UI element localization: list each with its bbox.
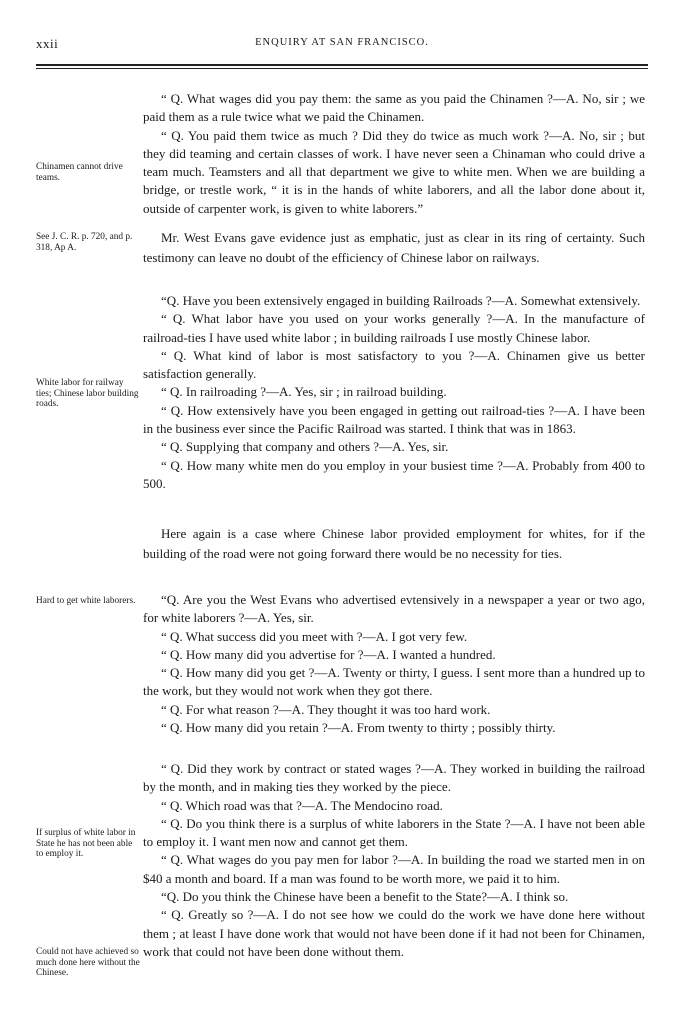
qa-paragraph: “ Q. Which road was that ?—A. The Mendocino road. [161, 797, 443, 813]
qa-paragraph: “ Q. What wages do you pay men for labor ?—A. In building the road we started men in on $40 a month and board. If a man was found to be worth more, we paid it to him. [143, 852, 645, 886]
qa-paragraph: “ Q. You paid them twice as much ? Did they do twice as much work ?—A. No, sir ; but they did teaming and certain classes of work. I have never seen a Chinaman who could drive a team much. Teamsters and all that department we give to white men. When we are building a bridge, or trestle work, “ it is in the hands of white laborers, and all the labor done about it, outside of carpenter work, is given to white laborers.” [143, 127, 645, 216]
sidenote-teams: Chinamen cannot drive teams. [36, 162, 123, 183]
qa-paragraph: “ Q. How many did you advertise for ?—A. I wanted a hundred. [161, 646, 496, 662]
body-paragraph: Mr. West Evans gave evidence just as emphatic, just as clear in its ring of certainty. Such testimony can leave no doubt of the efficiency of Chinese labor on railways. [143, 230, 645, 265]
qa-paragraph: “ Q. What labor have you used on your works generally ?—A. In the manufacture of railroad-ties I have used white labor ; in building railroads I use mostly Chinese labor. [143, 311, 645, 345]
page-header [36, 36, 648, 56]
qa-paragraph: “ Q. For what reason ?—A. They thought it was too hard work. [161, 701, 491, 717]
qa-paragraph: “ Q. How many did you get ?—A. Twenty or thirty, I guess. I sent more than a hundred up to the work, but they would not work when they got there. [143, 665, 645, 699]
qa-paragraph: “ Q. Greatly so ?—A. I do not see how we could do the work we have done here without them ; at least I have done work that would not have been done if it had not been for Chinamen, work that could not have been done without them. [143, 907, 645, 959]
qa-paragraph: “Q. Are you the West Evans who advertised evtensively in a newspaper a year or two ago, for white laborers ?—A. Yes, sir. [143, 592, 645, 626]
running-head: ENQUIRY AT SAN FRANCISCO. [255, 37, 429, 48]
sidenote-reference: See J. C. R. p. 720, and p. 318, Ap A. [36, 232, 133, 253]
sidenote-hard-to-get: Hard to get white laborers. [36, 596, 136, 606]
page-number: xxii [36, 36, 59, 51]
qa-paragraph: “Q. Do you think the Chinese have been a benefit to the State?—A. I think so. [161, 889, 569, 905]
qa-paragraph: “ Q. Did they work by contract or stated wages ?—A. They worked in building the railroad by the month, and in making ties they worked by the piece. [143, 761, 645, 795]
testimony-block-4 [143, 760, 645, 961]
qa-paragraph: “ Q. What kind of labor is most satisfactory to you ?—A. Chinamen give us better satisfaction generally. [143, 347, 645, 382]
header-rule-thin [36, 68, 648, 69]
qa-paragraph: “ Q. How extensively have you been engaged in getting out railroad-ties ?—A. I have been in the business ever since the Pacific Railroad was started. I think that was in 1863. [143, 402, 645, 437]
narrative-paragraph-1 [143, 228, 645, 268]
qa-paragraph: “ Q. In railroading ?—A. Yes, sir ; in railroad building. [161, 384, 447, 400]
qa-paragraph: “ Q. Supplying that company and others ?—A. Yes, sir. [161, 439, 449, 455]
sidenote-railway-ties: White labor for railway ties; Chinese labor building roads. [36, 378, 139, 409]
body-paragraph: Here again is a case where Chinese labor provided employment for whites, for if the building of the road were not going forward there would be no necessity for ties. [143, 526, 645, 561]
qa-paragraph: “ Q. What success did you meet with ?—A. I got very few. [161, 628, 468, 644]
narrative-paragraph-2 [143, 524, 645, 564]
testimony-block-2 [143, 292, 645, 493]
testimony-block-1 [143, 90, 645, 218]
testimony-block-3 [143, 591, 645, 737]
qa-paragraph: “ Q. What wages did you pay them: the same as you paid the Chinamen ?—A. No, sir ; we paid them as a rule twice what we paid the Chinamen. [143, 91, 645, 125]
sidenote-could-not: Could not have achieved so much done here without the Chinese. [36, 947, 140, 978]
header-rule-thick [36, 64, 648, 66]
qa-paragraph: “ Q. Do you think there is a surplus of white laborers in the State ?—A. I have not been able to employ it. I want men now and cannot get them. [143, 815, 645, 850]
sidenote-surplus: If surplus of white labor in State he has not been able to employ it. [36, 828, 136, 859]
qa-paragraph: “ Q. How many white men do you employ in your busiest time ?—A. Probably from 400 to 500. [143, 457, 645, 491]
qa-paragraph: “Q. Have you been extensively engaged in building Railroads ?—A. Somewhat extensively. [161, 293, 641, 308]
qa-paragraph: “ Q. How many did you retain ?—A. From twenty to thirty ; possibly thirty. [161, 720, 556, 736]
